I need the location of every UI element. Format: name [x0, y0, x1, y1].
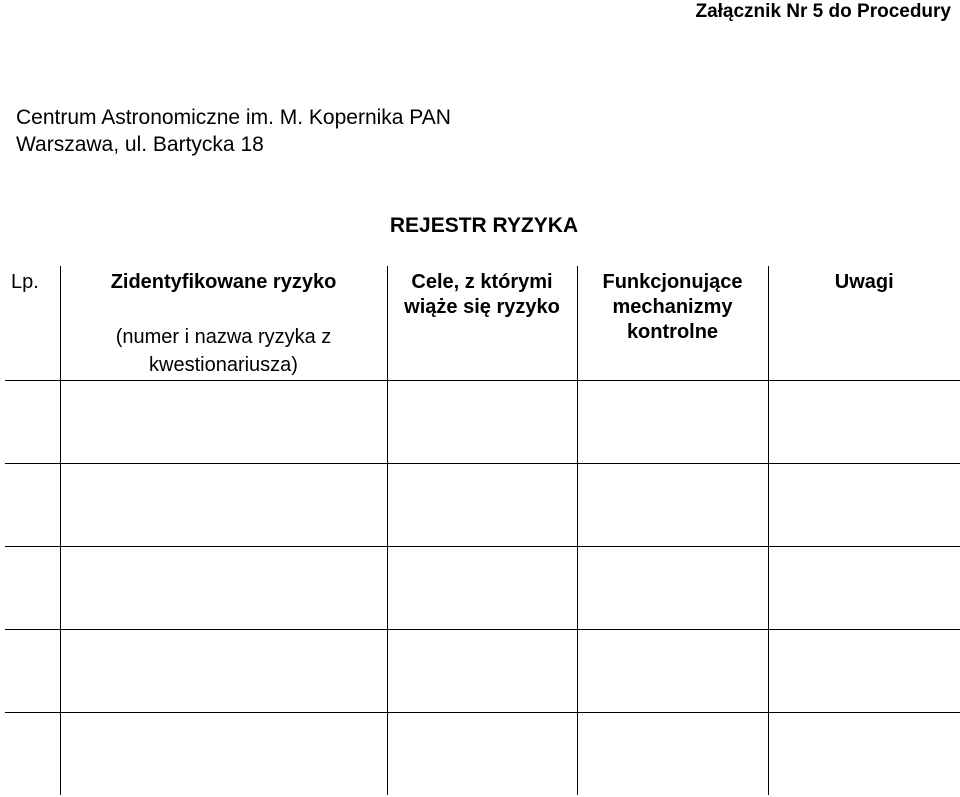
header-identified-risk — [60, 266, 387, 381]
cell-goals[interactable] — [387, 547, 577, 630]
cell-notes[interactable] — [768, 464, 960, 547]
cell-risk[interactable] — [60, 630, 387, 713]
cell-notes[interactable] — [768, 381, 960, 464]
cell-risk[interactable] — [60, 713, 387, 796]
cell-controls[interactable] — [577, 464, 768, 547]
table-header-row — [5, 266, 960, 381]
table-row — [5, 630, 960, 713]
table-row — [5, 381, 960, 464]
cell-risk[interactable] — [60, 547, 387, 630]
cell-lp[interactable] — [5, 547, 60, 630]
cell-risk[interactable] — [60, 381, 387, 464]
cell-lp[interactable] — [5, 713, 60, 796]
cell-goals[interactable] — [387, 464, 577, 547]
cell-goals[interactable] — [387, 630, 577, 713]
cell-lp[interactable] — [5, 630, 60, 713]
document-title: REJESTR RYZYKA — [389, 214, 579, 237]
cell-goals[interactable] — [387, 381, 577, 464]
institution-block — [16, 104, 451, 158]
header-goals: Cele, z którymi wiąże się ryzyko — [387, 266, 577, 381]
institution-address: Warszawa, ul. Bartycka 18 — [16, 133, 264, 156]
cell-controls[interactable] — [577, 381, 768, 464]
cell-risk[interactable] — [60, 464, 387, 547]
cell-controls[interactable] — [577, 713, 768, 796]
cell-notes[interactable] — [768, 713, 960, 796]
header-notes: Uwagi — [768, 266, 960, 381]
cell-notes[interactable] — [768, 547, 960, 630]
header-identified-risk-label: Zidentyfikowane ryzyko — [110, 271, 337, 293]
cell-goals[interactable] — [387, 713, 577, 796]
cell-lp[interactable] — [5, 381, 60, 464]
header-identified-risk-note: (numer i nazwa ryzyka z kwestionariusza) — [115, 326, 332, 376]
cell-lp[interactable] — [5, 464, 60, 547]
risk-register-table — [5, 266, 960, 795]
annex-label: Załącznik Nr 5 do Procedury — [695, 1, 951, 22]
table-row — [5, 713, 960, 796]
header-lp: Lp. — [5, 266, 60, 381]
cell-controls[interactable] — [577, 547, 768, 630]
cell-controls[interactable] — [577, 630, 768, 713]
header-controls: Funkcjonujące mechanizmy kontrolne — [577, 266, 768, 381]
institution-name: Centrum Astronomiczne im. M. Kopernika PAN — [16, 106, 451, 129]
cell-notes[interactable] — [768, 630, 960, 713]
table-row — [5, 464, 960, 547]
table-row — [5, 547, 960, 630]
